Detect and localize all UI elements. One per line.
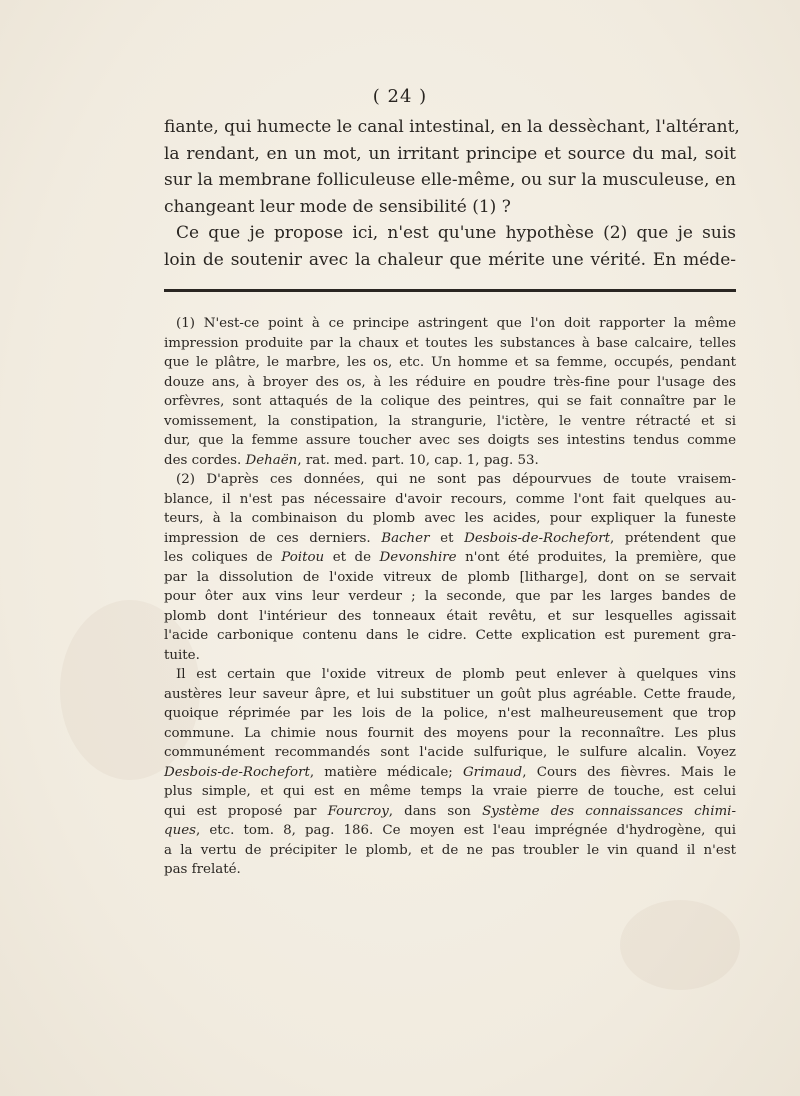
author-name: Dehaën: [245, 452, 298, 468]
footnote-line: (2) D'après ces données, qui ne sont pas dépourvues de toute vraisem-: [176, 472, 736, 487]
footnote-line: impression produite par la chaux et toutes les substances à base calcaire, telles: [164, 335, 736, 351]
paper-stain: [620, 900, 740, 990]
footnote-line: pas frelaté.: [164, 862, 241, 877]
footnote-3: [164, 665, 736, 880]
text-line: la rendant, en un mot, un irritant principe et source du mal, soit: [164, 143, 736, 164]
footnote-line: l'acide carbonique contenu dans le cidre. Cette explication est purement gra-: [164, 628, 736, 643]
author-name: Fourcroy: [327, 803, 389, 819]
footnote-line: teurs, à la combinaison du plomb avec les acides, pour expliquer la funeste: [164, 511, 736, 526]
footnote-text: et: [440, 530, 454, 546]
text-line: changeant leur mode de sensibilité (1) ?: [164, 196, 511, 217]
footnote-line: pour ôter aux vins leur verdeur ; la seconde, que par les larges bandes de: [164, 589, 736, 604]
footnote-line: plomb dont l'intérieur des tonneaux était revêtu, et sur lesquelles agissait: [164, 608, 736, 624]
footnotes: [164, 314, 736, 880]
footnote-line: [164, 763, 736, 783]
footnote-line: quoique réprimée par les lois de la police, n'est malheureusement que trop: [164, 706, 736, 721]
book-title: ques: [164, 823, 196, 838]
footnote-line: plus simple, et qui est en même temps la vraie pierre de touche, est celui: [164, 784, 736, 799]
footnote-1: [164, 314, 736, 470]
footnote-line: Il est certain que l'oxide vitreux de plomb peut enlever à quelques vins: [176, 667, 736, 682]
text-line: fiante, qui humecte le canal intestinal, en la dessèchant, l'altérant,: [164, 117, 740, 137]
text-line: loin de soutenir avec la chaleur que mérite une vérité. En méde-: [164, 249, 736, 270]
text-line: sur la membrane folliculeuse elle-même, ou sur la musculeuse, en: [164, 170, 736, 190]
author-name: Bacher: [381, 530, 430, 546]
place-name: Poitou: [281, 550, 325, 565]
footnote-text: des cordes.: [164, 452, 242, 468]
footnote-line: orfèvres, sont attaqués de la colique des peintres, qui se fait connaître par le: [164, 394, 736, 409]
footnote-line: [164, 548, 736, 568]
footnote-line: que le plâtre, le marbre, les os, etc. Un homme et sa femme, occupés, pendant: [164, 355, 736, 370]
footnote-line: austères leur saveur âpre, et lui substituer un goût plus agréable. Cette fraude,: [164, 686, 736, 702]
footnote-text: les coliques de: [164, 550, 273, 565]
footnote-line: (1) N'est-ce point à ce principe astringent que l'on doit rapporter la même: [176, 316, 736, 331]
place-name: Devonshire: [379, 550, 457, 565]
footnote-line: a la vertu de précipiter le plomb, et de ne pas troubler le vin quand il n'est: [164, 842, 736, 858]
author-name: Grimaud: [462, 764, 523, 780]
footnote-line: tuite.: [164, 647, 200, 663]
footnote-text: , dans son: [388, 803, 471, 819]
text-line: Ce que je propose ici, n'est qu'une hypothèse (2) que je suis: [176, 223, 736, 243]
page-number: ( 24 ): [372, 86, 428, 107]
footnote-2: [164, 470, 736, 665]
footnote-line: [164, 802, 736, 822]
footnote-line: blance, il n'est pas nécessaire d'avoir recours, comme l'ont fait quelques au-: [164, 491, 736, 507]
footnote-line: douze ans, à broyer des os, à les réduire en poudre très-fine pour l'usage des: [164, 374, 736, 390]
author-name: Desbois-de-Rochefort: [164, 764, 310, 780]
footnote-line: [164, 821, 736, 841]
footnote-text: qui est proposé par: [164, 803, 317, 819]
footnote-text: et de: [332, 550, 372, 565]
footnote-line: dur, que la femme assure toucher avec ses doigts ses intestins tendus comme: [164, 433, 736, 448]
footnote-text: impression de ces derniers.: [164, 530, 371, 546]
footnote-text: , Cours des fièvres. Mais le: [522, 764, 736, 780]
footnote-text: n'ont été produites, la première, que: [465, 550, 737, 565]
footnote-line: par la dissolution de l'oxide vitreux de plomb [litharge], dont on se servait: [164, 569, 736, 585]
footnote-text: , etc. tom. 8, pag. 186. Ce moyen est l'eau imprégnée d'hydrogène, qui: [196, 823, 736, 838]
footnote-line: [164, 529, 736, 549]
footnote-text: , rat. med. part. 10, cap. 1, pag. 53.: [297, 452, 539, 468]
footnote-text: , prétendent que: [610, 530, 736, 546]
author-name: Desbois-de-Rochefort: [464, 530, 610, 546]
footnote-separator: [164, 289, 736, 292]
footnote-line: communément recommandés sont l'acide sulfurique, le sulfure alcalin. Voyez: [164, 745, 736, 760]
footnote-text: , matière médicale;: [309, 764, 453, 780]
footnote-line: vomissement, la constipation, la strangurie, l'ictère, le ventre rétracté et si: [164, 413, 736, 429]
footnote-line: commune. La chimie nous fournit des moyens pour la reconnaître. Les plus: [164, 725, 736, 741]
footnote-line: [164, 451, 736, 471]
book-title: Système des connaissances chimi-: [482, 803, 736, 819]
main-text: [164, 114, 740, 273]
